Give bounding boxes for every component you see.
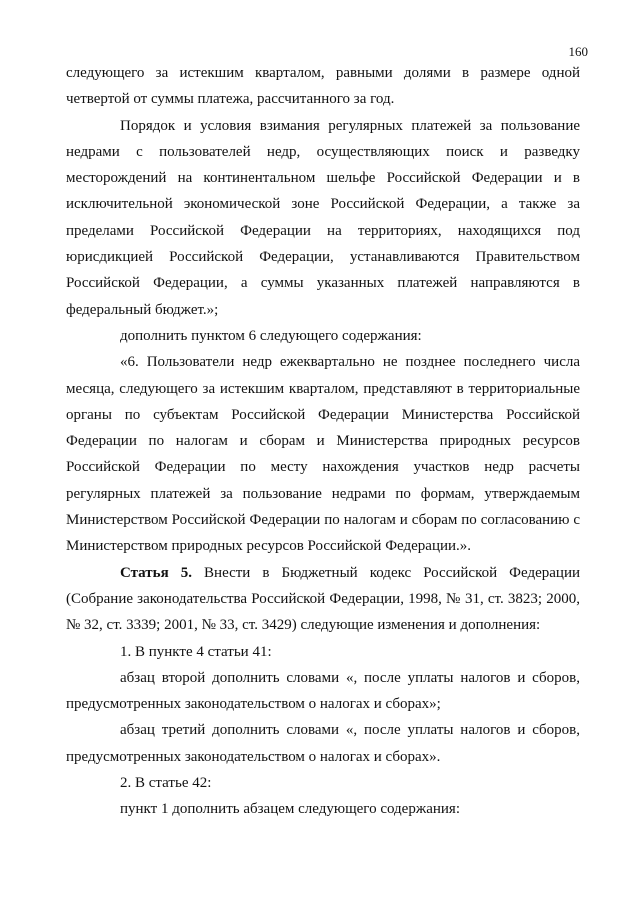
paragraph-add-item-6: дополнить пунктом 6 следующего содержания: [120,327,422,344]
document-body [66,60,580,823]
paragraph-point-1: 1. В пункте 4 статьи 41: [120,643,272,660]
paragraph-point-1-add: пункт 1 дополнить абзацем следующего содержания: [120,801,460,818]
paragraph-item-6: «6. Пользователи недр ежеквартально не позднее последнего числа месяца, следующего за истекшим кварталом, представляют в территориальные органы по субъектам Российской Федерации Министерства Российской Федерации по налогам и сборам и Министерства природных ресурсов Российской Федерации по месту нахождения участков недр расчеты регулярных платежей за пользование недрами по формам, утверждаемым Министерством Российской Федерации по налогам и сборам по согласованию с Министерством природных ресурсов Российской Федерации.». [66,354,580,555]
paragraph-payment-procedure: Порядок и условия взимания регулярных платежей за пользование недрами с пользователей недр, осуществляющих поиск и разведку месторождений на континентальном шельфе Российской Федерации и в исключительной экономической зоне Российской Федерации, а также за пределами Российской Федерации на территориях, находящихся под юрисдикцией Российской Федерации, устанавливаются Правительством Российской Федерации, а суммы указанных платежей направляются в федеральный бюджет.»; [66,117,580,318]
paragraph-point-2: 2. В статье 42: [120,775,212,792]
paragraph-abzac-second: абзац второй дополнить словами «, после уплаты налогов и сборов, предусмотренных законодательством о налогах и сборах»; [66,669,580,713]
paragraph-continuation: следующего за истекшим кварталом, равными долями в размере одной четвертой от суммы платежа, рассчитанного за год. [66,65,580,108]
paragraph-article-5 [66,560,580,639]
article-5-text: Внести в Бюджетный кодекс Российской Федерации (Собрание законодательства Российской Федерации, 1998, № 31, ст. 3823; 2000, № 32, ст. 3339; 2001, № 33, ст. 3429) следующие изменения и дополнения: [66,564,580,634]
article-5-label: Статья 5. [120,564,192,581]
page-number: 160 [568,44,588,59]
paragraph-abzac-third: абзац третий дополнить словами «, после уплаты налогов и сборов, предусмотренных законодательством о налогах и сборах». [66,722,580,765]
